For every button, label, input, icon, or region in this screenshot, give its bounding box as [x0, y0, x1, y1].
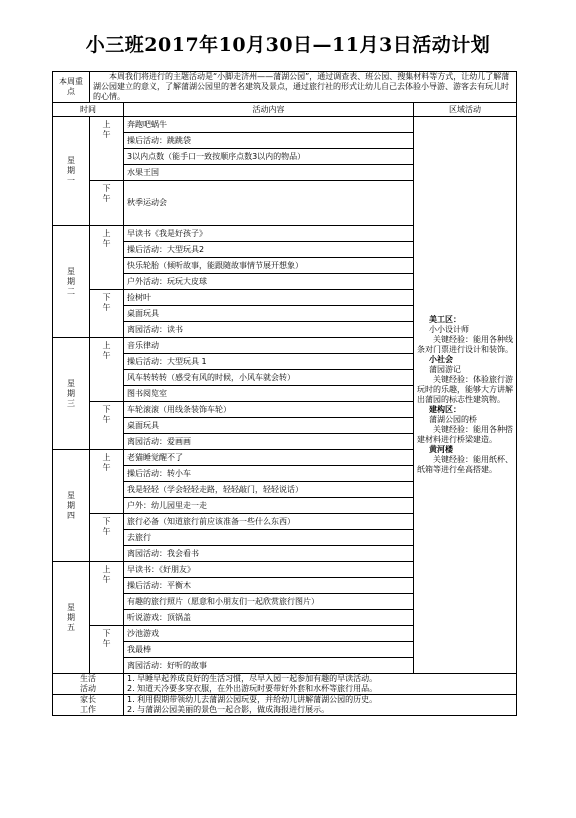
activity-item: 3以内点数（能手口一致按顺序点数3以内的物品）	[124, 149, 414, 165]
activity-item: 户外活动：玩玩大皮球	[124, 274, 414, 290]
morning-label: 上 午	[90, 226, 124, 290]
activity-item: 音乐律动	[124, 338, 414, 354]
activity-item: 早读书《我是好孩子》	[124, 226, 414, 242]
area-line: 蒲园游记	[429, 365, 461, 374]
header-time: 时间	[53, 103, 124, 117]
area-heading: 建构区：	[429, 405, 461, 414]
activity-item: 奔跑吧蜗牛	[124, 117, 414, 133]
activity-item: 离园活动：好听的故事	[124, 658, 414, 674]
area-line: 小小设计师	[429, 325, 469, 334]
activity-item: 我是轻轻（学会轻轻走路，轻轻敲门，轻轻说话）	[124, 482, 414, 498]
weekday-label: 星 期 四	[53, 450, 90, 562]
activity-item: 操后活动：大型玩具 1	[124, 354, 414, 370]
life-line: 2. 知道天冷要多穿衣服，在外出游玩时要带好外套和水杯等旅行用品。	[127, 684, 378, 693]
afternoon-label: 下 午	[90, 181, 124, 226]
weekday-label: 星 期 五	[53, 562, 90, 674]
area-activities	[414, 117, 517, 674]
activity-item: 车轮滚滚（用线条装饰车轮）	[124, 402, 414, 418]
activity-item: 离园活动：我会看书	[124, 546, 414, 562]
morning-label: 上 午	[90, 450, 124, 514]
activity-item: 去旅行	[124, 530, 414, 546]
area-line: 关键经验：体验旅行游玩时的乐趣，能够大方讲解出蒲园的标志性建筑物。	[417, 375, 513, 404]
life-line: 1. 早睡早起养成良好的生活习惯，尽早入园一起参加有趣的早读活动。	[127, 674, 378, 683]
page-title: 小三班2017年10月30日—11月3日活动计划	[85, 34, 491, 56]
life-label: 生活 活动	[53, 674, 124, 695]
weekday-label: 星 期 二	[53, 226, 90, 338]
activity-item: 秋季运动会	[124, 181, 414, 226]
afternoon-label: 下 午	[90, 402, 124, 450]
area-heading: 小社会	[429, 355, 453, 364]
activity-item: 操后活动：跳跳袋	[124, 133, 414, 149]
activity-item: 离园活动：读书	[124, 322, 414, 338]
activity-item: 操后活动：平衡木	[124, 578, 414, 594]
parent-line: 1. 利用假期带领幼儿去蒲湖公园玩耍，并给幼儿讲解蒲湖公园的历史。	[127, 695, 378, 704]
focus-text: 本周我们将进行的主题活动是“小脚走济州——蒲湖公园”，通过调查表、班公园、搜集材料等方式，让幼儿了解蒲湖公园建立的意义，了解蒲湖公园里的著名建筑及景点，通过旅行社的形式让幼儿自己去体验小导游、游客去有玩儿时的心情。	[90, 72, 517, 103]
activity-item: 有趣的旅行照片（愿意和小朋友们一起欣赏旅行图片）	[124, 594, 414, 610]
afternoon-label: 下 午	[90, 626, 124, 674]
morning-label: 上 午	[90, 117, 124, 181]
activity-item: 听说游戏：顶锅盖	[124, 610, 414, 626]
area-heading: 美工区：	[429, 315, 461, 324]
activity-plan-table	[52, 71, 517, 716]
parent-content	[124, 695, 517, 716]
area-line: 关键经验：能用各种线条对门票进行设计和装饰。	[417, 335, 513, 354]
weekday-label: 星 期 一	[53, 117, 90, 226]
activity-item: 户外：幼儿园里走一走	[124, 498, 414, 514]
activity-item: 老猫睡觉醒不了	[124, 450, 414, 466]
area-heading: 黄河楼	[429, 445, 453, 454]
morning-label: 上 午	[90, 562, 124, 626]
activity-item: 操后活动：转小车	[124, 466, 414, 482]
focus-label: 本周重点	[53, 72, 90, 103]
header-content: 活动内容	[124, 103, 414, 117]
afternoon-label: 下 午	[90, 514, 124, 562]
parent-label: 家长 工作	[53, 695, 124, 716]
activity-item: 沙池游戏	[124, 626, 414, 642]
header-area: 区域活动	[414, 103, 517, 117]
activity-item: 早读书：《好朋友》	[124, 562, 414, 578]
area-line: 关键经验：能用纸杯、纸箱等进行垒高搭建。	[417, 455, 513, 474]
activity-item: 桌面玩具	[124, 306, 414, 322]
parent-line: 2. 与蒲湖公园美丽的景色一起合影，做成海报进行展示。	[127, 705, 330, 714]
morning-label: 上 午	[90, 338, 124, 402]
activity-item: 操后活动：大型玩具2	[124, 242, 414, 258]
activity-item: 图书阅览室	[124, 386, 414, 402]
area-line: 关键经验：能用各种搭建材料进行桥梁建造。	[417, 425, 513, 444]
activity-item: 风车转转转（感受有风的时候，小风车就会转）	[124, 370, 414, 386]
activity-item: 桌面玩具	[124, 418, 414, 434]
activity-item: 水果王国	[124, 165, 414, 181]
area-line: 蒲湖公园的桥	[429, 415, 477, 424]
activity-item: 我最棒	[124, 642, 414, 658]
activity-item: 快乐轮胎（倾听故事，能跟随故事情节展开想象）	[124, 258, 414, 274]
activity-item: 旅行必备（知道旅行前应该准备一些什么东西）	[124, 514, 414, 530]
activity-item: 捡树叶	[124, 290, 414, 306]
life-content	[124, 674, 517, 695]
afternoon-label: 下 午	[90, 290, 124, 338]
weekday-label: 星 期 三	[53, 338, 90, 450]
activity-item: 离园活动：爱画画	[124, 434, 414, 450]
